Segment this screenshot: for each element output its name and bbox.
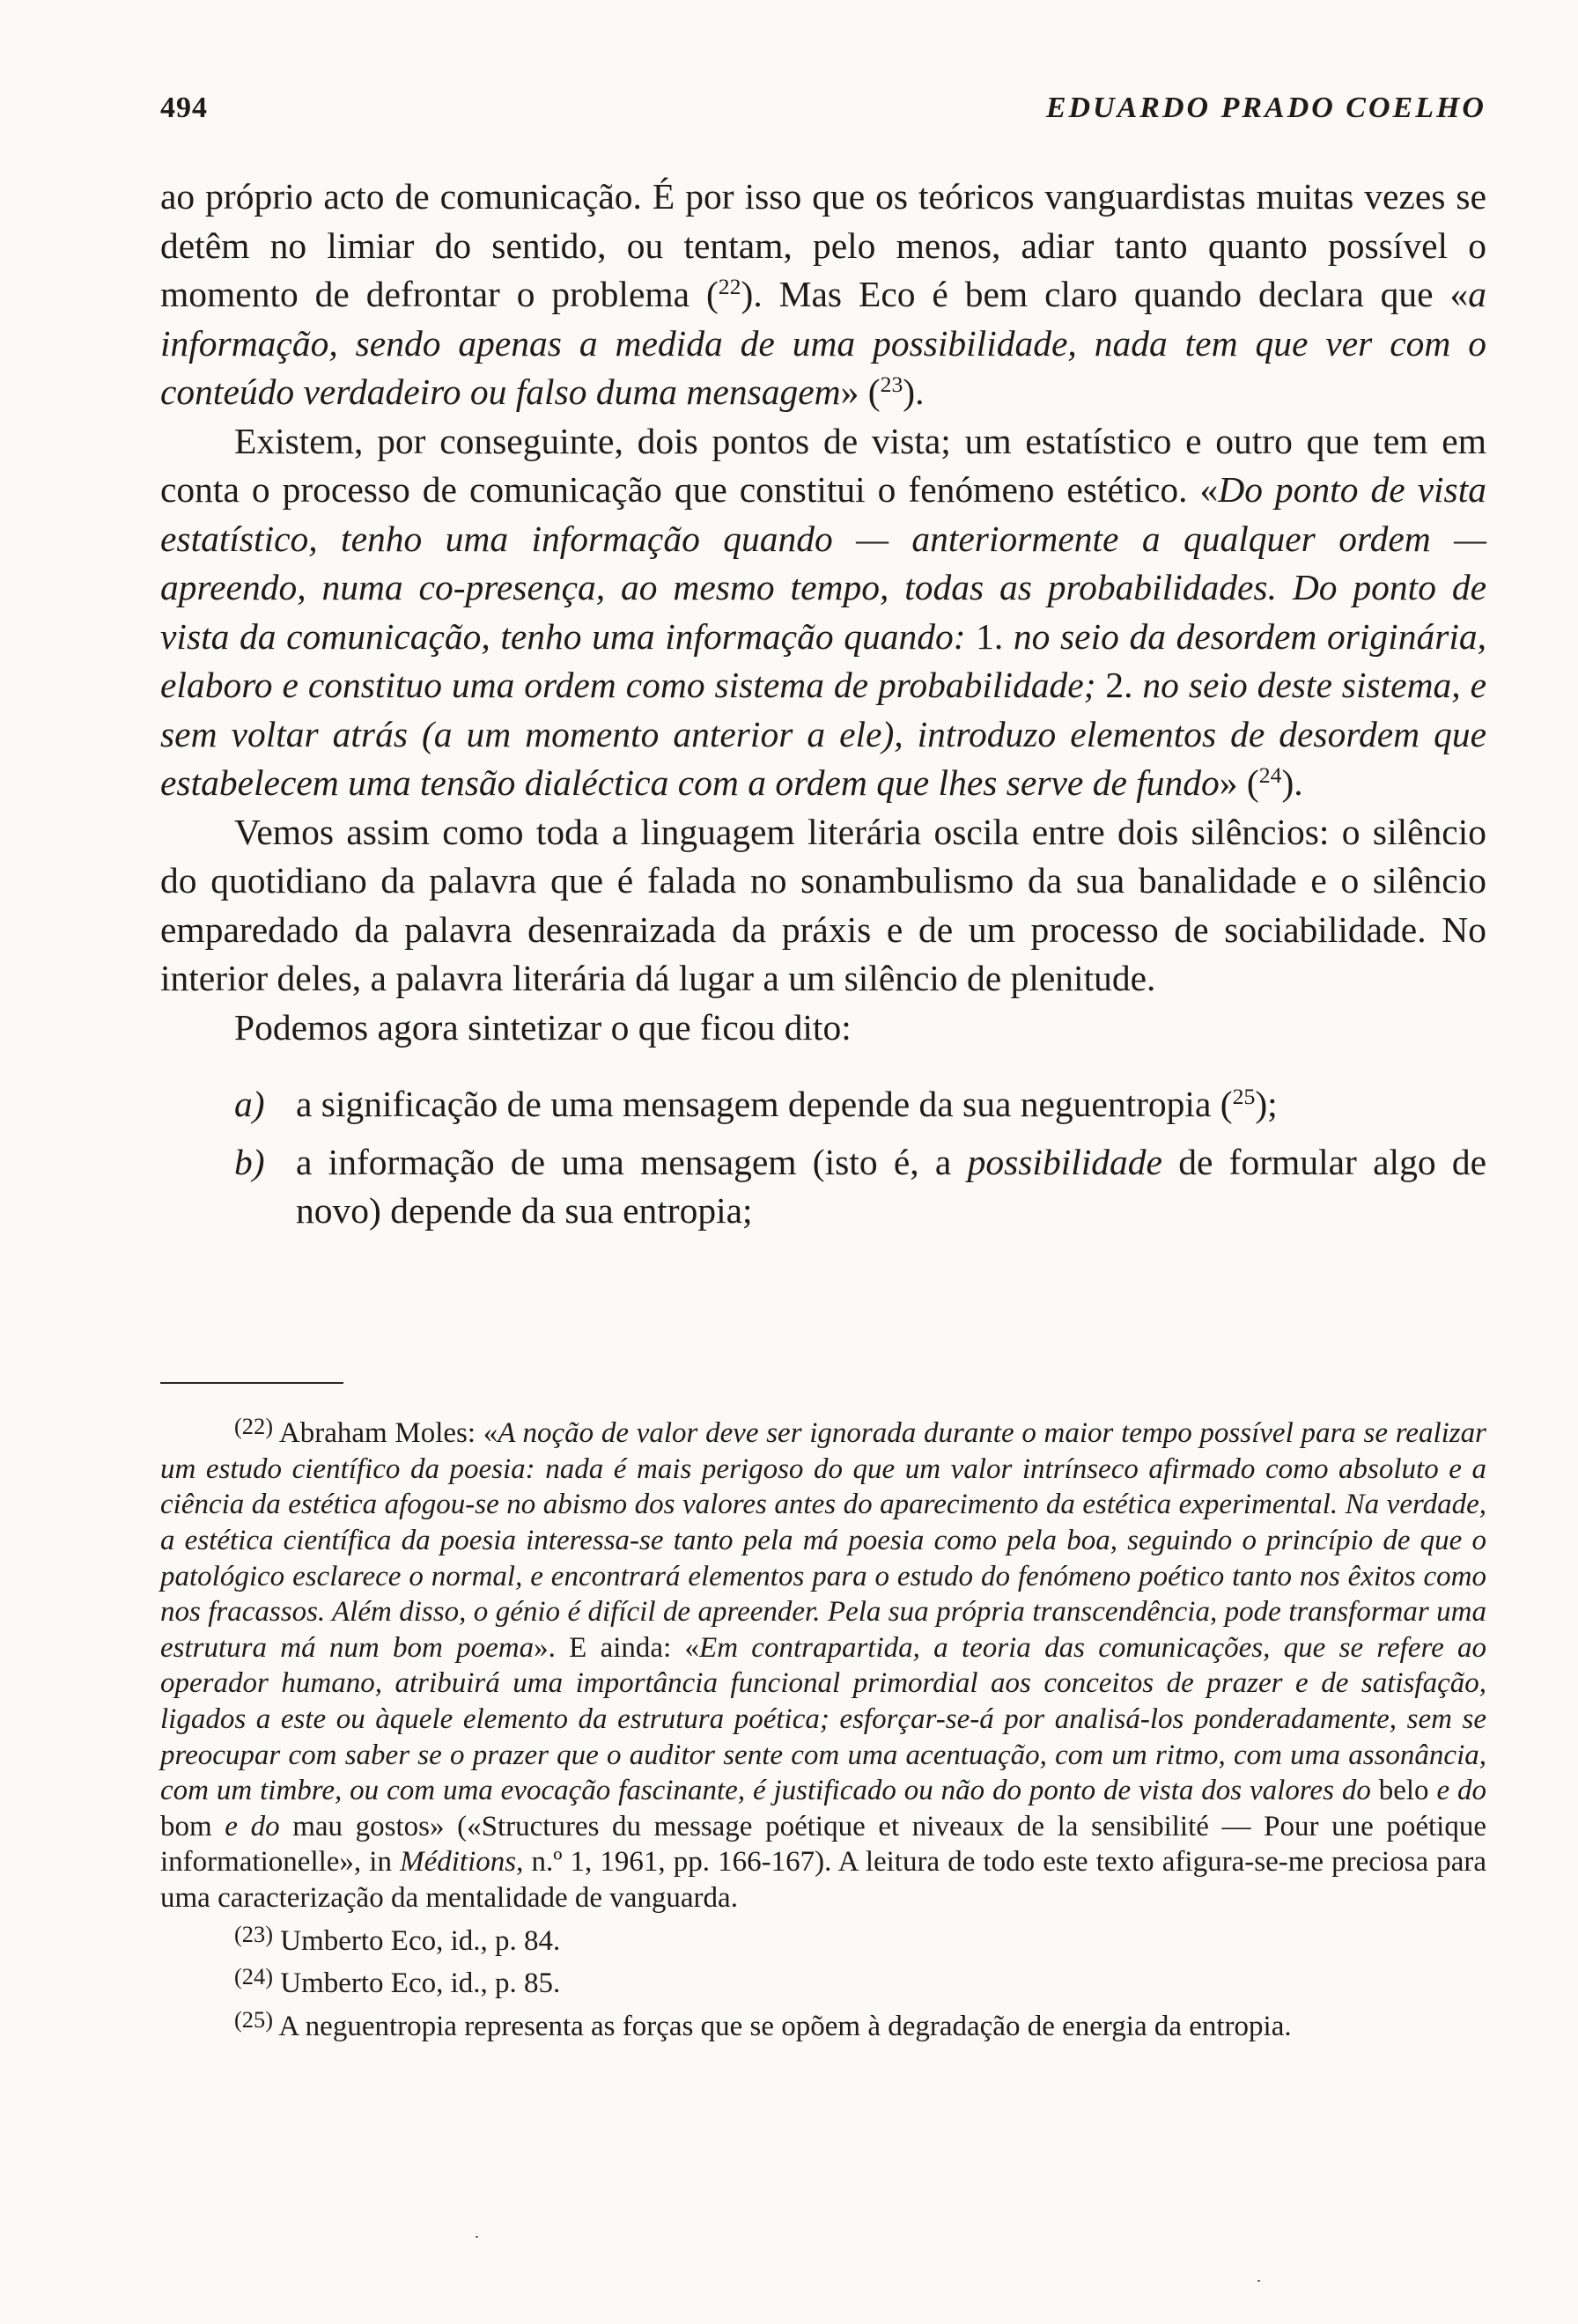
text-run: belo <box>1370 1775 1437 1807</box>
italic-quote: no seio da desordem originária, elaboro e constituo uma ordem como sistema de probabilidade; <box>160 615 1487 705</box>
paragraph-1 <box>160 173 1486 417</box>
footnotes <box>160 1408 1486 2045</box>
text-run: ». E ainda: « <box>534 1631 700 1664</box>
running-head: EDUARDO PRADO COELHO <box>1045 92 1486 124</box>
italic-quote: e do <box>1436 1775 1486 1807</box>
text-run: bom <box>160 1810 225 1842</box>
text-run: ). Mas Eco é bem claro quando declara que « <box>741 274 1469 314</box>
footnote-ref: 25 <box>1232 1083 1256 1109</box>
list-item <box>160 1080 1486 1129</box>
text-run: ). <box>1281 762 1303 803</box>
scan-speck <box>1257 2280 1260 2282</box>
page-number: 494 <box>160 92 208 124</box>
footnote-25 <box>160 2002 1486 2045</box>
footnote-number: ( $^{23}$ ) <box>234 1921 273 1947</box>
text-run: a significação de uma mensagem depende da sua neguentropia ( <box>296 1084 1233 1124</box>
main-text <box>160 173 1486 1245</box>
italic-quote: e do <box>225 1810 280 1842</box>
italic-word: possibilidade <box>967 1141 1162 1182</box>
footnote-24 <box>160 1959 1486 2002</box>
footnote-number: ( $^{25}$ ) <box>234 2006 273 2033</box>
text-run: a informação de uma mensagem (isto é, a <box>296 1141 968 1182</box>
list-marker: b) <box>234 1141 265 1182</box>
text-run: Existem, por conseguinte, dois pontos de vista; um estatístico e outro que tem em conta o processo de comunicação que constitui o fenómeno estético. « <box>160 420 1486 510</box>
footnote-22 <box>160 1408 1486 1916</box>
footnote-ref: 24 <box>1258 761 1282 788</box>
footnote-ref: 23 <box>880 371 903 397</box>
footnote-ref: 22 <box>718 273 741 299</box>
footnote-number: ( $^{22}$ ) <box>234 1413 273 1439</box>
text-run: Umberto Eco, id., p. 85. <box>272 1967 561 2000</box>
text-run: » ( <box>1219 762 1259 803</box>
text-run: , n.º 1, 1961, pp. 166-167). A leitura de todo este texto afigura-se-me preciosa para uma caracterização da mentalidade de vanguarda. <box>160 1846 1486 1914</box>
paragraph-4: Podemos agora sintetizar o que ficou dito: <box>234 1006 852 1048</box>
text-run: ao próprio acto de comunicação. É por isso que os teóricos vanguardistas muitas vezes se detêm no limiar do sentido, ou tentam, pelo menos, adiar tanto quanto possível o momento de defrontar o problema ( <box>160 176 1486 314</box>
text-run: de formular algo de novo) depende da sua entropia; <box>296 1141 1486 1231</box>
text-run: Umberto Eco, id., p. 84. <box>272 1924 561 1957</box>
text-run: ). <box>903 371 925 412</box>
text-run: » ( <box>840 371 881 412</box>
page-header <box>160 92 1486 136</box>
paragraph-2 <box>160 417 1486 808</box>
italic-quote: Do ponto de vista estatístico, tenho uma informação quando — anteriormente a qualquer ordem — apreendo, numa co-presença, ao mesmo tempo, todas as probabilidades. Do ponto de vista da comunicação, tenho uma informação quando: <box>160 469 1486 657</box>
italic-quote: a informação, sendo apenas a medida de uma possibilidade, nada tem que ver com o conteúdo verdadeiro ou falso duma mensagem <box>160 274 1486 412</box>
footnote-23 <box>160 1916 1486 1960</box>
paragraph-3: Vemos assim como toda a linguagem literária oscila entre dois silêncios: o silêncio do quotidiano da palavra que é falada no sonambulismo da sua banalidade e o silêncio emparedado da palavra desenraizada da práxis e de um processo de sociabilidade. No interior deles, a palavra literária dá lugar a um silêncio de plenitude. <box>160 811 1486 998</box>
footnote-number: ( $^{24}$ ) <box>234 1963 273 1989</box>
footnote-separator <box>160 1382 343 1384</box>
text-run: mau gostos <box>279 1810 430 1842</box>
journal-title: Méditions <box>400 1846 517 1879</box>
text-run: 2. <box>1095 665 1143 705</box>
scan-speck <box>476 2236 478 2238</box>
italic-quote: no seio deste sistema, e sem voltar atrás (a um momento anterior a ele), introduzo elementos de desordem que estabelecem uma tensão dialéctica com a ordem que lhes serve de fundo <box>160 665 1487 803</box>
italic-quote: A noção de valor deve ser ignorada durante o maior tempo possível para se realizar um estudo científico da poesia: nada é mais perigoso do que um valor intrínseco afirmado como absoluto e a ciência da estética afogou-se no abismo dos valores antes do aparecimento da estética experimental. Na verdade, a estética científica da poesia interessa-se tanto pela má poesia como pela boa, seguindo o princípio de que o patológico esclarece o normal, e encontrará elementos para o estudo do fenómeno poético tanto nos êxitos como nos fracassos. Além disso, o génio é difícil de apreender. Pela sua própria transcendência, pode transformar uma estrutura má num bom poema <box>160 1417 1486 1664</box>
text-run: A neguentropia representa as forças que se opõem à degradação de energia da entropia. <box>272 2011 1292 2043</box>
list-item <box>160 1138 1486 1236</box>
summary-list <box>160 1080 1486 1236</box>
text-run: ); <box>1255 1084 1278 1124</box>
italic-quote: Em contrapartida, a teoria das comunicações, que se refere ao operador humano, atribuirá uma importância funcional primordial aos conceitos de prazer e de satisfação, ligados a este ou àquele elemento da estrutura poética; esforçar-se-á por analisá-los ponderadamente, sem se preocupar com saber se o prazer que o auditor sente com uma acentuação, com um ritmo, com uma assonância, com um timbre, ou com uma evocação fascinante, é justificado ou não do ponto de vista dos valores do <box>160 1631 1487 1807</box>
list-marker: a) <box>234 1084 265 1124</box>
text-run: 1. <box>965 615 1014 657</box>
text-run: Abraham Moles: « <box>272 1417 498 1450</box>
text-run: » («Structures du message poétique et niveaux de la sensibilité — Pour une poétique informationelle», in <box>160 1810 1487 1879</box>
